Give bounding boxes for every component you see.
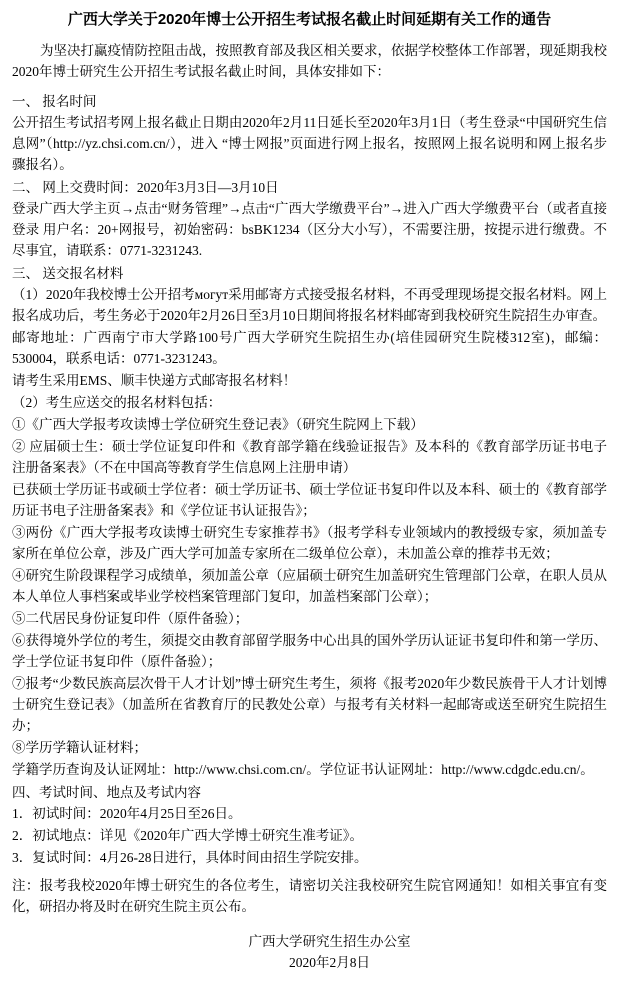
section-3-paragraph-11: ⑥获得境外学位的考生，须提交由教育部留学服务中心出具的国外学历认证证书复印件和第一学历、学士学位证书复印件（原件备验）； — [12, 633, 607, 669]
section-3-paragraph-1: （1）2020年我校博士公开招考могут采用邮寄方式接受报名材料，不再受理现场提交报名材料。网上报名成功后，考生务必于2020年2月26日至3月10日期间将报名材料邮寄到我校研究生院招生办审查。 — [12, 287, 607, 323]
section-2-paragraph-1: 登录广西大学主页→点击“财务管理”→点击“广西大学缴费平台”→进入广西大学缴费平台（或者直接登录 用户名：20+网报号，初始密码：bsBK1234（区分大小写），不需要注册，按提示进行缴费。不尽事宜，请联系：0771-3231243. — [12, 201, 607, 258]
section-3-paragraph-9: ④研究生阶段课程学习成绩单，须加盖公章（应届硕士研究生加盖研究生管理部门公章，在职人员从本人单位人事档案或毕业学校档案管理部门复印，加盖档案部门公章）； — [12, 568, 607, 604]
spacer — [12, 83, 607, 89]
section-3-paragraph-5: ①《广西大学报考攻读博士学位研究生登记表》（研究生院网上下载） — [12, 417, 424, 432]
signature-block — [12, 931, 607, 973]
section-4-paragraph-2: 2．初试地点：详见《2020年广西大学博士研究生准考证》。 — [12, 828, 363, 843]
section-4-paragraph-1: 1．初试时间：2020年4月25日至26日。 — [12, 806, 242, 821]
intro-paragraph: 为坚决打赢疫情防控阻击战，按照教育部及我区相关要求，依据学校整体工作部署，现延期我校2020年博士研究生公开招生考试报名截止时间，具体安排如下： — [12, 43, 607, 79]
signature-organization: 广西大学研究生招生办公室 — [248, 934, 411, 949]
section-3-paragraph-6: ② 应届硕士生：硕士学位证复印件和《教育部学籍在线验证报告》及本科的《教育部学历证书电子注册备案表》（不在中国高等教育学生信息网上注册申请） — [12, 439, 607, 475]
section-3-paragraph-4: （2）考生应送交的报名材料包括： — [12, 395, 222, 410]
closing-note: 注：报考我校2020年博士研究生的各位考生，请密切关注我校研究生院官网通知！如相关事宜有变化，研招办将及时在研究生院主页公布。 — [12, 878, 607, 914]
section-4-paragraph-3: 3．复试时间：4月26-28日进行，具体时间由招生学院安排。 — [12, 850, 368, 865]
section-heading-3: 三、 送交报名材料 — [12, 266, 124, 281]
section-3-paragraph-2: 邮寄地址：广西南宁市大学路100号广西大学研究生院招生办(培佳园研究生院楼312室)，邮编：530004，联系电话：0771-3231243。 — [12, 330, 607, 366]
section-3-paragraph-8: ③两份《广西大学报考攻读博士研究生专家推荐书》（报考学科专业领域内的教授级专家，须加盖专家所在单位公章，涉及广西大学可加盖专家所在二级单位公章），未加盖公章的推荐书无效； — [12, 525, 607, 561]
section-3-paragraph-12: ⑦报考“少数民族高层次骨干人才计划”博士研究生考生，须将《报考2020年少数民族骨干人才计划博士研究生登记表》（加盖所在省教育厅的民教处公章）与报考有关材料一起邮寄或送至研究生院招生办； — [12, 676, 607, 733]
section-heading-2: 二、 网上交费时间：2020年3月3日—3月10日 — [12, 180, 279, 195]
section-3-paragraph-14: 学籍学历查询及认证网址：http://www.chsi.com.cn/。学位证书认证网址：http://www.cdgdc.edu.cn/。 — [12, 762, 594, 777]
section-heading-1: 一、 报名时间 — [12, 94, 97, 109]
signature-date: 2020年2月8日 — [289, 955, 370, 970]
section-3-paragraph-7: 已获硕士学历证书或硕士学位者：硕士学历证书、硕士学位证书复印件以及本科、硕士的《教育部学历证书电子注册备案表》和《学位证书认证报告》； — [12, 482, 607, 518]
section-3-paragraph-13: ⑧学历学籍认证材料； — [12, 740, 147, 755]
section-heading-4: 四、考试时间、地点及考试内容 — [12, 785, 201, 800]
section-3-paragraph-3: 请考生采用EMS、顺丰快递方式邮寄报名材料！ — [12, 373, 297, 388]
page-title: 广西大学关于2020年博士公开招生考试报名截止时间延期有关工作的通告 — [67, 11, 552, 28]
section-3-paragraph-10: ⑤二代居民身份证复印件（原件备验）； — [12, 611, 249, 626]
section-1-paragraph-1: 公开招生考试招考网上报名截止日期由2020年2月11日延长至2020年3月1日（考生登录“中国研究生信息网”（http://yz.chsi.com.cn/），进入 “博士网报”页面进行网上报名，按照网上报名说明和网上报名步骤报名）。 — [12, 115, 607, 172]
